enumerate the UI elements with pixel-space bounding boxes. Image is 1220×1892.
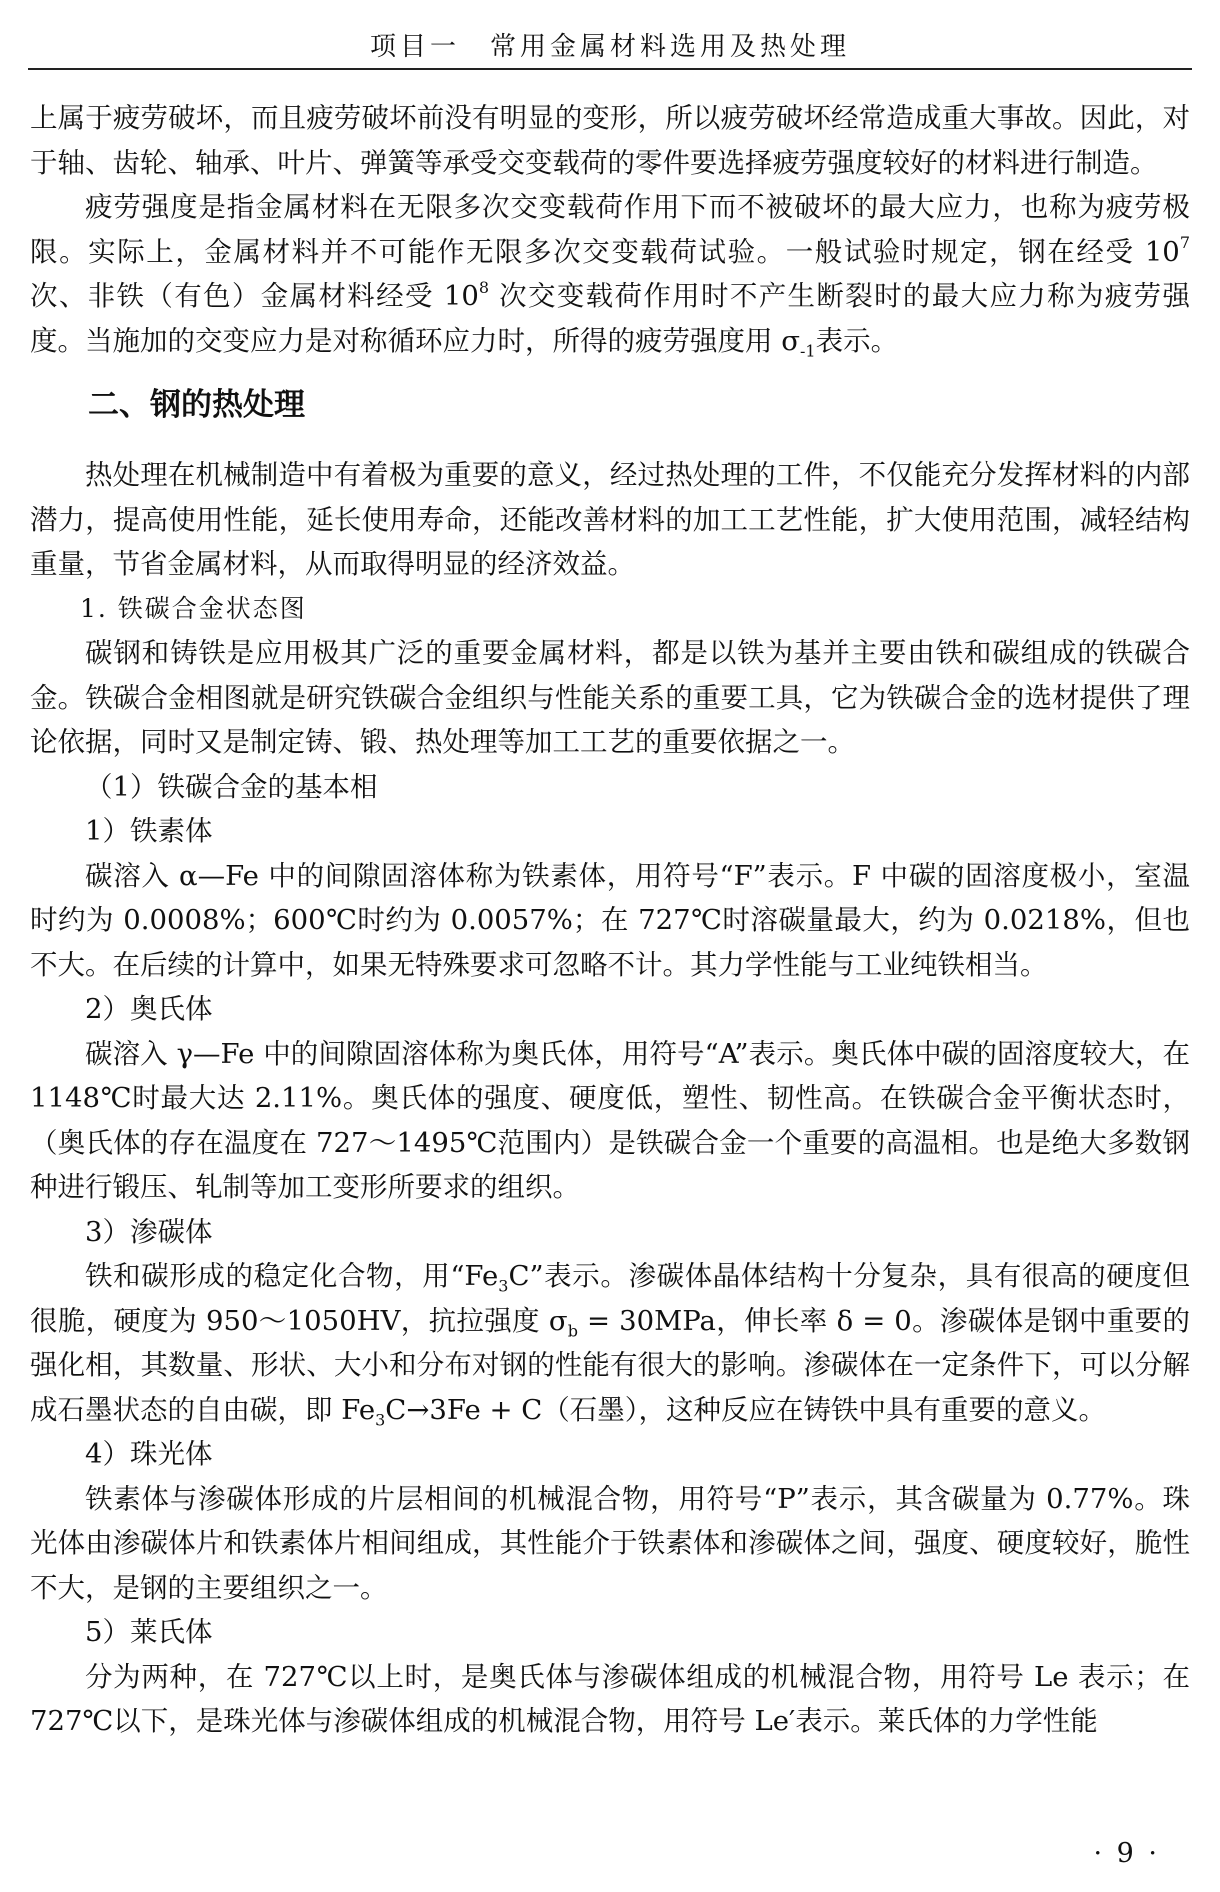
text-segment: 次交变载荷作用时不产生断裂时的最大应力称为疲劳强度。当施加的交变应力是对称循环应力时，所得的疲劳强度用 σ (30, 280, 1190, 357)
text-segment: 铁和碳形成的稳定化合物，用“Fe (85, 1260, 499, 1292)
subscript: 3 (375, 1410, 386, 1429)
subscript: b (567, 1321, 578, 1340)
paragraph-ferrite: 碳溶入 α—Fe 中的间隙固溶体称为铁素体，用符号“F”表示。F 中碳的固溶度极小，室温时约为 0.0008%；600℃时约为 0.0057%；在 727℃时溶碳量最大，约为 0.0218%，但也不大。在后续的计算中，如果无特殊要求可忽略不计。其力学性能与工业纯铁相当。 (30, 859, 1190, 981)
subscript: 3 (498, 1276, 509, 1296)
text-segment: 次、非铁（有色）金属材料经受 10 (30, 280, 479, 312)
paragraph-austenite: 碳溶入 γ—Fe 中的间隙固溶体称为奥氏体，用符号“A”表示。奥氏体中碳的固溶度较大，在 1148℃时最大达 2.11%。奥氏体的强度、硬度低，塑性、韧性高。在铁碳合金平衡状态时，（奥氏体的存在温度在 727～1495℃范围内）是铁碳合金一个重要的高温相。也是绝大多数钢种进行锻压、轧制等加工变形所要求的组织。 (30, 1037, 1190, 1203)
paragraph-fatigue-strength (30, 185, 1190, 363)
paragraph-ledeburite: 分为两种，在 727℃以上时，是奥氏体与渗碳体组成的机械混合物，用符号 Le 表示；在 727℃以下，是珠光体与渗碳体组成的机械混合物，用符号 Le′表示。莱氏体的力学性能 (30, 1660, 1190, 1737)
subheading-pearlite: 4）珠光体 (85, 1438, 213, 1470)
paragraph-pearlite: 铁素体与渗碳体形成的片层相间的机械混合物，用符号“P”表示，其含碳量为 0.77%。珠光体由渗碳体片和铁素体片相间组成，其性能介于铁素体和渗碳体之间，强度、硬度较好，脆性不大，是钢的主要组织之一。 (30, 1482, 1190, 1604)
text-segment: C”表示。渗碳体晶体结构十分复杂，具有很高的硬度但很脆，硬度为 950～1050HV，抗拉强度 σ (30, 1260, 1190, 1337)
exponent: 8 (478, 277, 490, 297)
exponent: 7 (1179, 233, 1190, 253)
text-segment: = 30MPa，伸长率 δ = 0。渗碳体是钢中重要的强化相，其数量、形状、大小和分布对钢的性能有很大的影响。渗碳体在一定条件下，可以分解成石墨状态的自由碳，即 Fe (30, 1304, 1190, 1426)
subheading-basic-phases: （1）铁碳合金的基本相 (85, 770, 378, 803)
page-number: · 9 · (1093, 1838, 1160, 1869)
subheading-ferrite: 1）铁素体 (85, 815, 213, 847)
subheading-austenite: 2）奥氏体 (85, 993, 213, 1025)
subheading-cementite: 3）渗碳体 (85, 1215, 213, 1248)
section-heading: 二、钢的热处理 (88, 387, 305, 423)
subscript: -1 (800, 341, 816, 360)
header-rule (28, 68, 1192, 70)
text-segment: 疲劳强度是指金属材料在无限多次交变载荷作用下而不被破坏的最大应力，也称为疲劳极限。实际上，金属材料并不可能作无限多次交变载荷试验。一般试验时规定，钢在经受 10 (30, 191, 1190, 268)
page-body (30, 96, 1190, 1744)
running-header: 项目一 常用金属材料选用及热处理 (369, 32, 850, 62)
paragraph-heat-treatment: 热处理在机械制造中有着极为重要的意义，经过热处理的工件，不仅能充分发挥材料的内部潜力，提高使用性能，延长使用寿命，还能改善材料的加工工艺性能，扩大使用范围，减轻结构重量，节省金属材料，从而取得明显的经济效益。 (30, 459, 1190, 580)
text-segment: 表示。 (815, 324, 899, 357)
subheading-fe-c-diagram: 1. 铁碳合金状态图 (80, 593, 307, 623)
subheading-ledeburite: 5）莱氏体 (85, 1616, 213, 1648)
paragraph-cementite (30, 1254, 1190, 1432)
paragraph-fe-c-alloy: 碳钢和铸铁是应用极其广泛的重要金属材料，都是以铁为基并主要由铁和碳组成的铁碳合金。铁碳合金相图就是研究铁碳合金组织与性能关系的重要工具，它为铁碳合金的选材提供了理论依据，同时又是制定铸、锻、热处理等加工工艺的重要依据之一。 (30, 637, 1190, 758)
paragraph-fatigue-intro: 上属于疲劳破坏，而且疲劳破坏前没有明显的变形，所以疲劳破坏经常造成重大事故。因此，对于轴、齿轮、轴承、叶片、弹簧等承受交变载荷的零件要选择疲劳强度较好的材料进行制造。 (30, 102, 1190, 179)
text-segment: C→3Fe + C（石墨），这种反应在铸铁中具有重要的意义。 (385, 1393, 1107, 1426)
